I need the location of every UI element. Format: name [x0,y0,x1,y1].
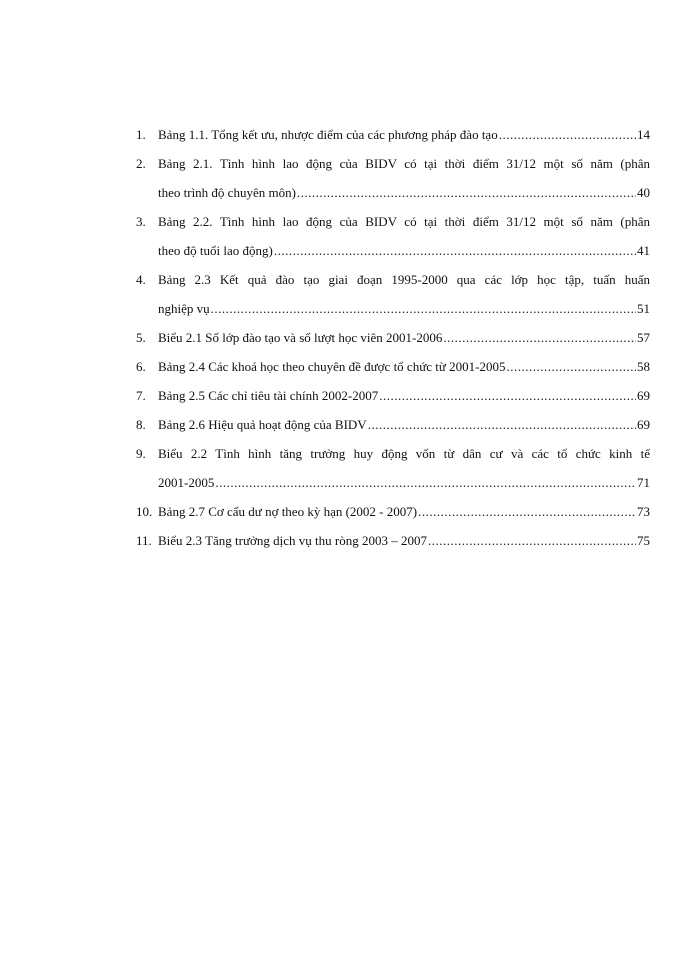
toc-entry-title-text: Bảng 1.1. Tổng kết ưu, nhược điểm của các phương pháp đào tạo [158,127,498,142]
toc-entry-last-line [158,354,650,383]
toc-entry-title-text: theo trình độ chuyên môn) [158,185,296,200]
toc-entry[interactable] [136,412,650,441]
dot-leader [215,470,636,495]
toc-entry-page-number[interactable]: 69 [637,417,650,432]
toc-entry-number: 2. [136,156,146,171]
toc-entry-title-text: nghiệp vụ [158,301,210,316]
toc-entry-title-line: Bảng 2.3 Kết quả đào tạo giai đoạn 1995-2000 qua các lớp học tập, tuấn huấn [158,272,650,287]
dot-leader [428,528,636,553]
toc-entry-page-number[interactable]: 41 [637,243,650,258]
toc-entry-title-line: Biểu 2.2 Tình hình tăng trưởng huy động vốn từ dân cư và các tổ chức kinh tế [158,446,650,461]
toc-entry-title-text: 2001-2005 [158,475,215,490]
toc-entry-title-text: Biểu 2.1 Số lớp đào tạo và số lượt học viên 2001-2006 [158,330,443,345]
toc-entry-number: 4. [136,272,146,287]
toc-entry[interactable] [136,122,650,151]
toc-entry[interactable] [136,499,650,528]
toc-entry-page-number[interactable]: 58 [637,359,650,374]
toc-entry-title-line: Bảng 2.2. Tình hình lao động của BIDV có tại thời điểm 31/12 một số năm (phân [158,214,650,229]
toc-entry-last-line [158,325,650,354]
toc-entry-number: 11. [136,533,152,548]
toc-entry-last-line [158,296,650,325]
toc-entry-number: 3. [136,214,146,229]
toc-entry[interactable] [136,209,650,267]
dot-leader [274,238,636,263]
toc-entry-last-line [158,180,650,209]
toc-entry-page-number[interactable]: 40 [637,185,650,200]
toc-entry-title-text: theo độ tuổi lao động) [158,243,273,258]
toc-entry[interactable] [136,528,650,557]
toc-entry-title-text: Bảng 2.6 Hiệu quả hoạt động của BIDV [158,417,367,432]
toc-entry[interactable] [136,441,650,499]
dot-leader [211,296,636,321]
toc-entry-number: 10. [136,504,153,519]
dot-leader [297,180,636,205]
toc-entry-page-number[interactable]: 73 [637,504,650,519]
toc-entry-last-line [158,122,650,151]
toc-entry-title-text: Bảng 2.7 Cơ cấu dư nợ theo kỳ hạn (2002 - 2007) [158,504,418,519]
dot-leader [507,354,636,379]
toc-entry-page-number[interactable]: 57 [637,330,650,345]
toc-entry-number: 7. [136,388,146,403]
dot-leader [499,122,636,147]
toc-entry-last-line [158,238,650,267]
toc-entry-number: 9. [136,446,146,461]
toc-entry-page-number[interactable]: 75 [637,533,650,548]
toc-entry-last-line [158,383,650,412]
toc-entry-page-number[interactable]: 51 [637,301,650,316]
table-of-figures [136,122,650,557]
toc-entry-title-text: Bảng 2.4 Các khoá học theo chuyên đề được tổ chức từ 2001-2005 [158,359,506,374]
toc-entry-page-number[interactable]: 14 [637,127,650,142]
dot-leader [443,325,636,350]
toc-entry-page-number[interactable]: 69 [637,388,650,403]
toc-entry[interactable] [136,151,650,209]
toc-entry-number: 1. [136,127,146,142]
toc-entry[interactable] [136,267,650,325]
toc-entry-number: 6. [136,359,146,374]
toc-entry-last-line [158,528,650,557]
dot-leader [379,383,636,408]
toc-entry[interactable] [136,383,650,412]
toc-entry[interactable] [136,354,650,383]
toc-entry-last-line [158,499,650,528]
dot-leader [418,499,636,524]
toc-entry-title-line: Bảng 2.1. Tình hình lao động của BIDV có tại thời điểm 31/12 một số năm (phân [158,156,650,171]
toc-entry-number: 8. [136,417,146,432]
toc-entry[interactable] [136,325,650,354]
dot-leader [368,412,636,437]
toc-entry-page-number[interactable]: 71 [637,475,650,490]
toc-entry-title-text: Biểu 2.3 Tăng trưởng dịch vụ thu ròng 2003 – 2007 [158,533,427,548]
toc-entry-last-line [158,412,650,441]
toc-entry-number: 5. [136,330,146,345]
toc-entry-title-text: Bảng 2.5 Các chỉ tiêu tài chính 2002-2007 [158,388,379,403]
toc-entry-last-line [158,470,650,499]
